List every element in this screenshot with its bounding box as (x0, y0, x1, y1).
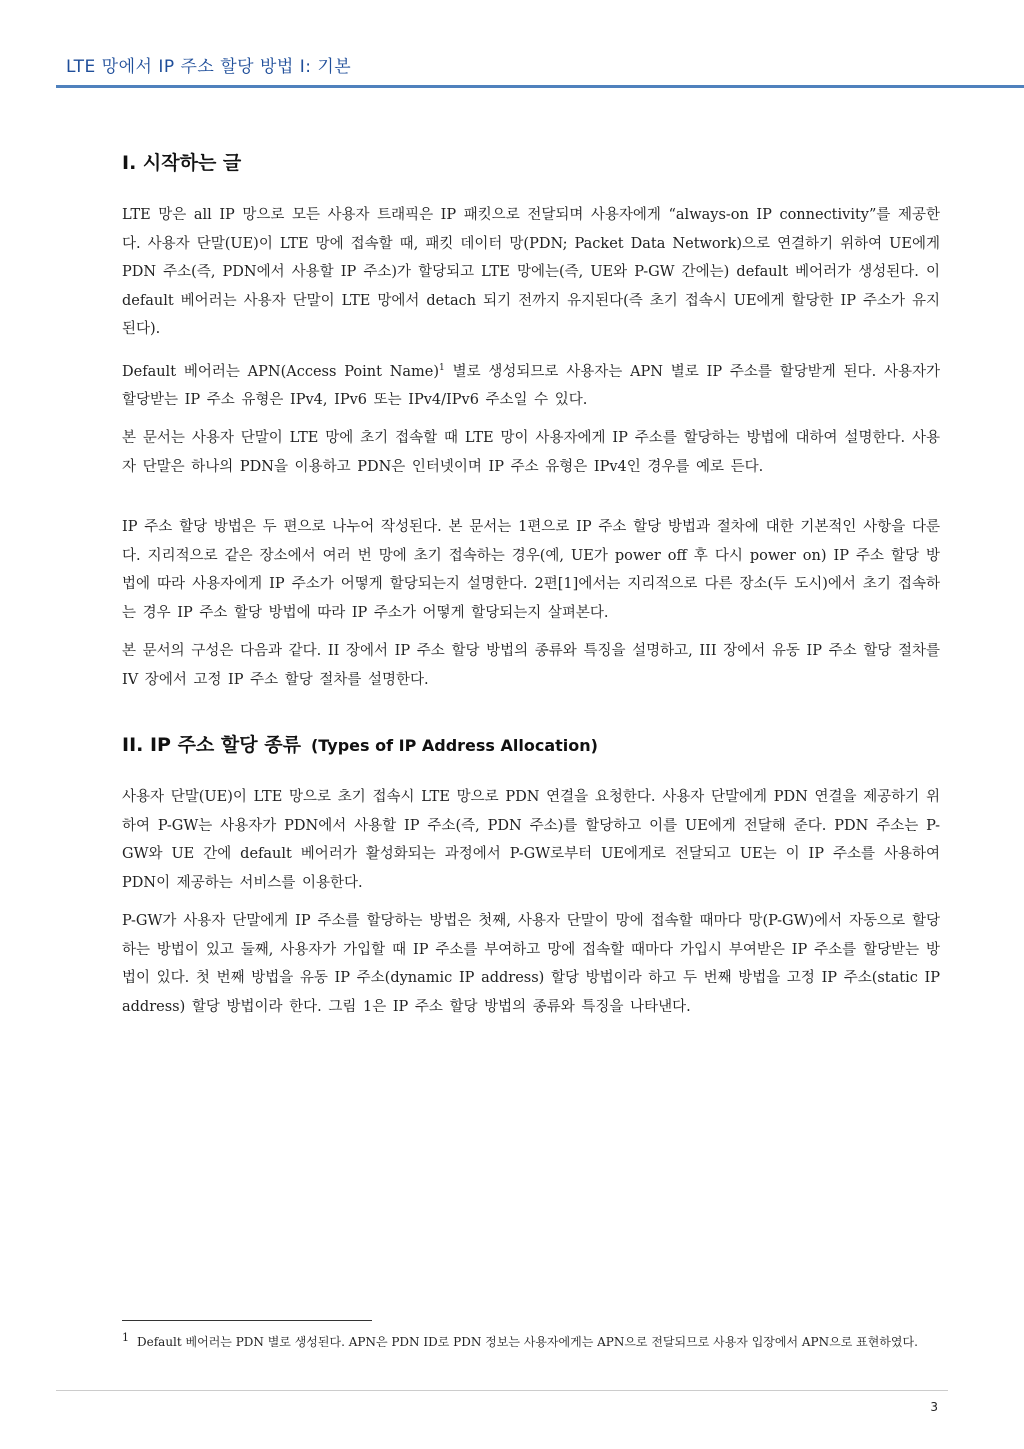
section2-paragraph-2: P-GW가 사용자 단말에게 IP 주소를 할당하는 방법은 첫째, 사용자 단말이 망에 접속할 때마다 망(P-GW)에서 자동으로 할당하는 방법이 있고 둘째, 사용자가 가입할 때 IP 주소를 부여하고 망에 접속할 때마다 가입시 부여받은 IP 주소를 할당받는 방법이 있다. 첫 번째 방법을 유동 IP 주소(dynamic IP address) 할당 방법이라 하고 두 번째 방법을 고정 IP 주소(static IP address) 할당 방법이라 한다. 그림 1은 IP 주소 할당 방법의 종류와 특징을 나타낸다. (122, 913, 940, 1015)
p2-text-b: 별로 생성되므로 사용자는 APN 별로 IP 주소를 할당받게 된다. 사용자가 할당받는 IP 주소 유형은 IPv4, IPv6 또는 IPv4/IPv6 주소일 수 있다. (122, 363, 941, 408)
section2-paragraph-1: 사용자 단말(UE)이 LTE 망으로 초기 접속시 LTE 망으로 PDN 연결을 요청한다. 사용자 단말에게 PDN 연결을 제공하기 위하여 P-GW는 사용자가 PDN에서 사용할 IP 주소(즉, PDN 주소)를 할당하고 이를 UE에게 전달해 준다. PDN 주소는 P-GW와 UE 간에 default 베어러가 활성화되는 과정에서 P-GW로부터 UE에게로 전달되고 UE는 이 IP 주소를 사용하여 PDN이 제공하는 서비스를 이용한다. (122, 789, 940, 891)
footnote (122, 1328, 940, 1352)
section1-paragraph-5: 본 문서의 구성은 다음과 같다. II 장에서 IP 주소 할당 방법의 종류와 특징을 설명하고, III 장에서 유동 IP 주소 할당 절차를 IV 장에서 고정 IP 주소 할당 절차를 설명한다. (122, 643, 940, 688)
footnote-marker: 1 (122, 1331, 129, 1344)
p2-text-a: Default 베어러는 APN(Access Point Name) (122, 363, 440, 380)
section1-paragraph-4: IP 주소 할당 방법은 두 편으로 나누어 작성된다. 본 문서는 1편으로 IP 주소 할당 방법과 절차에 대한 기본적인 사항을 다룬다. 지리적으로 같은 장소에서 여러 번 망에 초기 접속하는 경우(예, UE가 power off 후 다시 power on) IP 주소 할당 방법에 따라 사용자에게 IP 주소가 어떻게 할당되는지 설명한다. 2편[1]에서는 지리적으로 다른 장소(두 도시)에서 초기 접속하는 경우 IP 주소 할당 방법에 따라 IP 주소가 어떻게 할당되는지 살펴본다. (122, 519, 940, 621)
section1-paragraph-2 (122, 354, 940, 415)
document-body (122, 148, 940, 1031)
page-number: 3 (930, 1400, 938, 1414)
section1-paragraph-1: LTE 망은 all IP 망으로 모든 사용자 트래픽은 IP 패킷으로 전달되며 사용자에게 “always-on IP connectivity”를 제공한다. 사용자 단말(UE)이 LTE 망에 접속할 때, 패킷 데이터 망(PDN; Packet Data Network)으로 연결하기 위하여 UE에게 PDN 주소(즉, PDN에서 사용할 IP 주소)가 할당되고 LTE 망에는(즉, UE와 P-GW 간에는) default 베어러가 생성된다. 이 default 베어러는 사용자 단말이 LTE 망에서 detach 되기 전까지 유지된다(즉 초기 접속시 UE에게 할당한 IP 주소가 유지된다). (122, 207, 940, 337)
section2-heading (122, 730, 940, 757)
footer-divider (56, 1390, 948, 1391)
section2-heading-ko: II. IP 주소 할당 종류 (122, 734, 301, 757)
footnote-text: Default 베어러는 PDN 별로 생성된다. APN은 PDN ID로 PDN 정보는 사용자에게는 APN으로 전달되므로 사용자 입장에서 APN으로 표현하였다. (137, 1335, 918, 1349)
section2-heading-en: (Types of IP Address Allocation) (310, 736, 598, 756)
section1-heading: I. 시작하는 글 (122, 152, 242, 174)
footnote-divider (122, 1320, 372, 1321)
page-header-title: LTE 망에서 IP 주소 할당 방법 I: 기본 (66, 57, 352, 77)
header-divider (56, 85, 1024, 88)
footnote-ref[interactable]: 1 (439, 362, 445, 373)
section1-paragraph-3: 본 문서는 사용자 단말이 LTE 망에 초기 접속할 때 LTE 망이 사용자에게 IP 주소를 할당하는 방법에 대하여 설명한다. 사용자 단말은 하나의 PDN을 이용하고 PDN은 인터넷이며 IP 주소 유형은 IPv4인 경우를 예로 든다. (122, 430, 940, 475)
